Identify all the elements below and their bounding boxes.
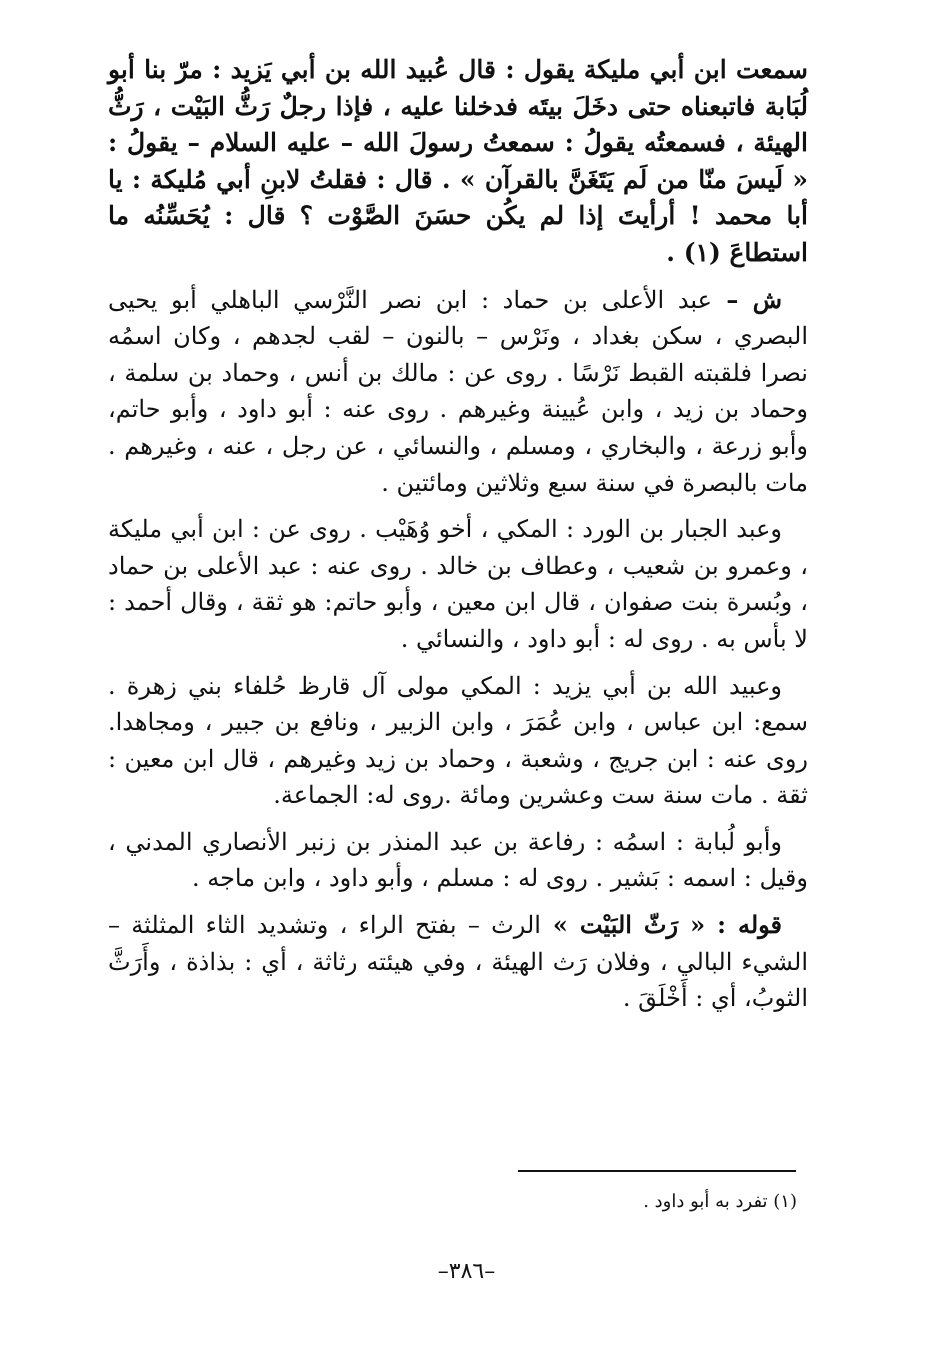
biography-text: وعبد الجبار بن الورد : المكي ، أخو وُهَيْب . روى عن : ابن أبي مليكة ، وعمرو بن شعيب ، وعطاف بن خالد . روى عنه : عبد الأعلى بن حماد ، وبُسرة بنت صفوان ، قال ابن معين ، وأبو حاتم: هو ثقة ، وقال أحمد : لا بأس به . روى له : أبو داود ، والنسائي . xyxy=(108,515,808,653)
biography-paragraph xyxy=(108,668,808,814)
biography-paragraph xyxy=(108,824,808,897)
explanation-lead: قوله : « رَثّ البَيْت » xyxy=(540,910,782,940)
explanation-paragraph xyxy=(108,907,808,1017)
hadith-paragraph xyxy=(108,52,808,272)
commentary-paragraph xyxy=(108,282,808,502)
footnote: (١) تفرد به أبو داود . xyxy=(643,1191,797,1212)
biography-text: وعبيد الله بن أبي يزيد : المكي مولى آل قارظ حُلفاء بني زهرة . سمع: ابن عباس ، وابن عُمَرَ ، وابن الزبير ، ونافع بن جبير ، ومجاهدا. روى عنه : ابن جريج ، وشعبة ، وحماد بن زيد وغيرهم ، قال ابن معين : ثقة . مات سنة ست وعشرين ومائة .روى له: الجماعة. xyxy=(108,671,808,810)
hadith-text: سمعت ابن أبي مليكة يقول : قال عُبيد الله بن أبي يَزيد : مرّ بنا أبو لُبَابة فاتبعناه حتى دخَلَ بيتَه فدخلنا عليه ، فإذا رجلٌ رَثُّ البَيْت ، رَثُّ الهيئة ، فسمعتُه يقولُ : سمعتُ رسولَ الله – عليه السلام – يقولُ : « لَيسَ منّا من لَم يَتَغَنَّ بالقرآن » . قال : فقلتُ لابنِ أبي مُليكة : يا أبا محمد ! أرأيتَ إذا لم يكُن حسَنَ الصَّوْت ؟ قال : يُحَسِّنُه ما استطاعَ (١) . xyxy=(108,55,808,267)
page-body xyxy=(108,52,808,1027)
commentary-text: عبد الأعلى بن حماد : ابن نصر النَّرْسي الباهلي أبو يحيى البصري ، سكن بغداد ، ونَرْس – بالنون – لقب لجدهم ، وكان اسمُه نصرا فلقبته القبط نَرْسًا . روى عن : مالك بن أنس ، وحماد بن سلمة ، وحماد بن زيد ، وابن عُيينة وغيرهم . روى عنه : أبو داود ، وأبو حاتم، وأبو زرعة ، والبخاري ، ومسلم ، والنسائي ، عن رجل ، عنه ، وغيرهم . مات بالبصرة في سنة سبع وثلاثين ومائتين . xyxy=(108,285,808,497)
commentary-lead: ش – xyxy=(712,284,782,314)
footnote-divider xyxy=(518,1170,796,1172)
explanation-text: الرث – بفتح الراء ، وتشديد الثاء المثلثة – الشيء البالي ، وفلان رَث الهيئة ، وفي هيئته رثاثة ، أي : بذاذة ، وأَرَثَّ الثوبُ، أي : أَخْلَقَ . xyxy=(108,911,808,1013)
page-number: –٣٨٦– xyxy=(437,1259,496,1284)
biography-paragraph xyxy=(108,511,808,657)
biography-text: وأبو لُبابة : اسمُه : رفاعة بن عبد المنذر بن زنبر الأنصاري المدني ، وقيل : اسمه : بَشير . روى له : مسلم ، وأبو داود ، وابن ماجه . xyxy=(108,827,808,893)
